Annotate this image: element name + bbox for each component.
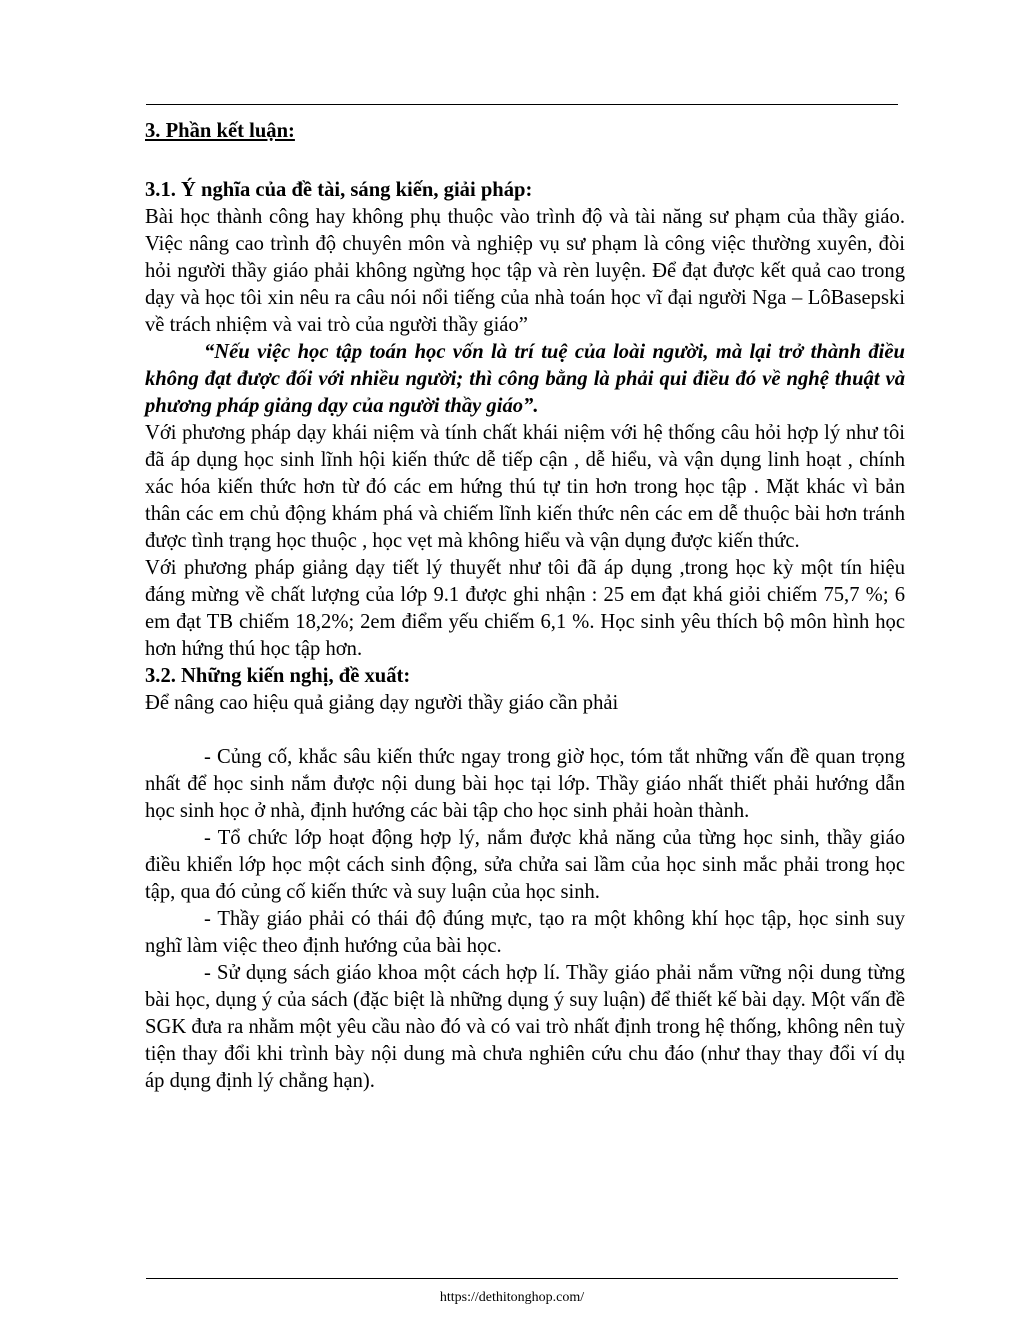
- subsection-heading-recommendations: 3.2. Những kiến nghị, đề xuất:: [145, 665, 411, 687]
- quote-lobachevsky: “Nếu việc học tập toán học vốn là trí tuệ của loài người, mà lại trở thành điều không đạt được đối với nhiều người; thì công bằng là phải qui điều đó về nghệ thuật và phương pháp giảng dạy của người thầy giáo”.: [145, 341, 905, 417]
- footer-rule: [146, 1278, 898, 1279]
- paragraph-method: Với phương pháp dạy khái niệm và tính chất khái niệm với hệ thống câu hỏi hợp lý như tôi đã áp dụng học sinh lĩnh hội kiến thức dễ tiếp cận , dễ hiểu, và vận dụng linh hoạt , chính xác hóa kiến thức hơn từ đó các em hứng thú tự tin hơn trong học tập . Mặt khác vì bản thân các em chủ động khám phá và chiếm lĩnh kiến thức nên các em dễ thuộc bài hơn tránh được tình trạng học thuộc , học vẹt mà không hiểu và vận dụng được kiến thức.: [145, 422, 905, 552]
- header-rule: [146, 104, 898, 105]
- subsection-heading-significance: 3.1. Ý nghĩa của đề tài, sáng kiến, giải pháp:: [145, 179, 533, 201]
- paragraph-intro: Bài học thành công hay không phụ thuộc vào trình độ và tài năng sư phạm của thầy giáo. Việc nâng cao trình độ chuyên môn và nghiệp vụ sư phạm là công việc thường xuyên, đòi hỏi người thầy giáo phải không ngừng học tập và rèn luyện. Để đạt được kết quả cao trong dạy và học tôi xin nêu ra câu nói nổi tiếng của nhà toán học vĩ đại người Nga – LôBasepski về trách nhiệm và vai trò của người thầy giáo”: [145, 206, 905, 336]
- footer-url[interactable]: https://dethitonghop.com/: [439, 1290, 585, 1305]
- document-body: [145, 118, 905, 1095]
- recommendation-item: - Thầy giáo phải có thái độ đúng mực, tạo ra một không khí học tập, học sinh suy nghĩ làm việc theo định hướng của bài học.: [145, 908, 905, 957]
- paragraph-results: Với phương pháp giảng dạy tiết lý thuyết như tôi đã áp dụng ,trong học kỳ một tín hiệu đáng mừng về chất lượng của lớp 9.1 được ghi nhận : 25 em đạt khá giỏi chiếm 75,7 %; 6 em đạt TB chiếm 18,2%; 2em điểm yếu chiếm 6,1 %. Học sinh yêu thích bộ môn hình học hơn hứng thú học tập hơn.: [145, 557, 905, 660]
- recommendation-item: - Củng cố, khắc sâu kiến thức ngay trong giờ học, tóm tắt những vấn đề quan trọng nhất để học sinh nắm được nội dung bài học tại lớp. Thầy giáo nhất thiết phải hướng dẫn học sinh học ở nhà, định hướng các bài tập cho học sinh phải hoàn thành.: [145, 746, 905, 822]
- recommendation-item: - Sử dụng sách giáo khoa một cách hợp lí. Thầy giáo phải nắm vững nội dung từng bài học, dụng ý của sách (đặc biệt là những dụng ý suy luận) để thiết kế bài dạy. Một vấn đề SGK đưa ra nhằm một yêu cầu nào đó và có vai trò nhất định trong hệ thống, không nên tuỳ tiện thay đổi khi trình bày nội dung mà chưa nghiên cứu chu đáo (như thay thay đổi ví dụ áp dụng định lý chẳng hạn).: [145, 962, 905, 1092]
- paragraph-recommendations-intro: Để nâng cao hiệu quả giảng dạy người thầy giáo cần phải: [145, 692, 619, 714]
- recommendation-item: - Tổ chức lớp hoạt động hợp lý, nắm được khả năng của từng học sinh, thầy giáo điều khiển lớp học một cách sinh động, sửa chửa sai lầm của học sinh mắc phải trong học tập, qua đó củng cố kiến thức và suy luận của học sinh.: [145, 827, 905, 903]
- section-heading: 3. Phần kết luận:: [145, 120, 295, 142]
